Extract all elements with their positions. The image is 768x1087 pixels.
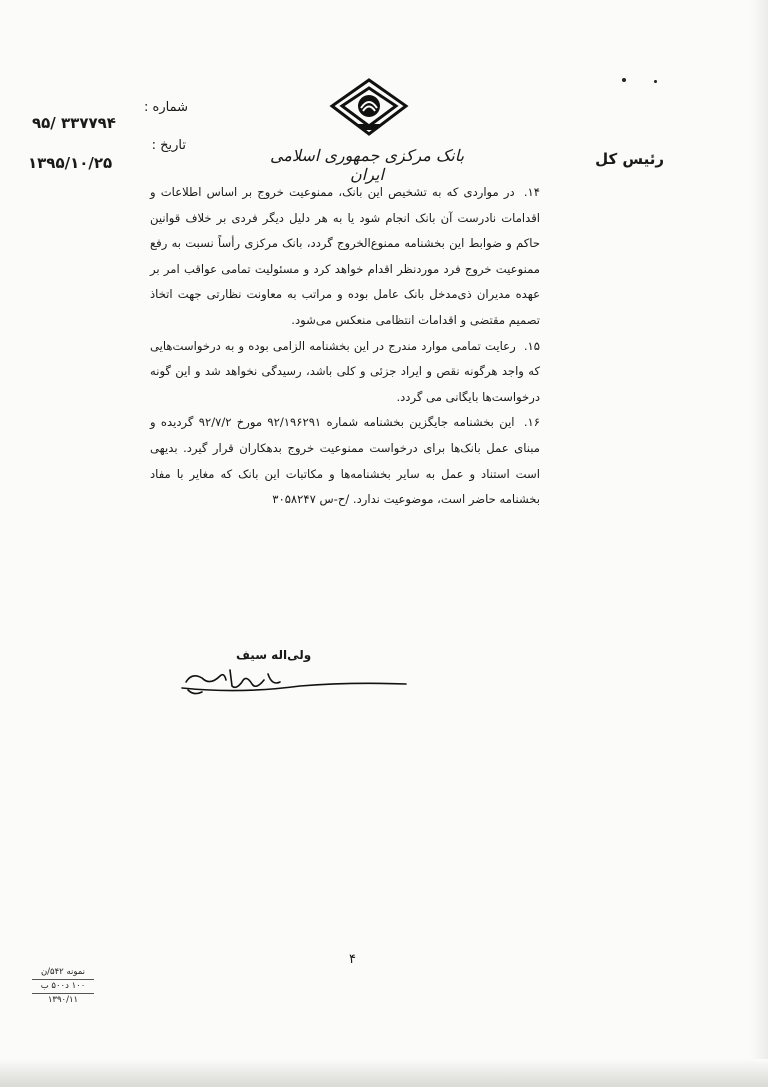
letter-body bbox=[150, 180, 540, 513]
clause-text: این بخشنامه جایگزین بخشنامه شماره ۹۲/۱۹۶۲۹۱ مورخ ۹۲/۷/۲ گردیده و مبنای عمل بانک‌ها برای درخواست ممنوعیت خروج بدهکاران قرار گیرد. بدیهی است استناد و عمل به سایر بخشنامه‌ها و مکاتبات این بانک که مغایر با مفاد بخشنامه حاضر است، موضوعیت ندارد. /ح-س ۳۰۵۸۲۴۷ bbox=[150, 415, 540, 507]
page-edge-right bbox=[750, 0, 768, 1087]
clause-text: رعایت تمامی موارد مندرج در این بخشنامه الزامی بوده و به درخواست‌هایی که واجد هرگونه نقص و ایراد جزئی و کلی باشد، رسیدگی نخواهد شد و این گونه درخواست‌ها بایگانی می گردد. bbox=[150, 338, 540, 404]
clause-number: ۱۴. bbox=[523, 185, 540, 199]
letter-reference-block bbox=[28, 100, 188, 180]
governor-label: رئیس کل bbox=[595, 150, 664, 168]
scan-dot bbox=[654, 80, 657, 83]
page-edge-bottom bbox=[0, 1059, 768, 1087]
scan-dot bbox=[622, 78, 626, 82]
signer-name: ولی‌اله سیف bbox=[236, 648, 312, 662]
form-code-line: ۱۰۰ د۵۰۰ ب bbox=[32, 980, 94, 994]
clause-number: ۱۵. bbox=[523, 338, 541, 353]
form-code-line: ۱۳۹۰/۱۱ bbox=[47, 995, 79, 1005]
clause-15 bbox=[150, 334, 540, 411]
clause-text: در مواردی که به تشخیص این بانک، ممنوعیت خروج بر اساس اطلاعات و اقدامات نادرست آن بانک انجام شود یا به هر دلیل دیگر فردی بر خلاف قوانین حاکم و ضوابط این بخشنامه ممنوع‌الخروج گردد، بانک مرکزی رأساً نسبت به رفع ممنوعیت خروج فرد موردنظر اقدام خواهد کرد و مسئولیت تمامی عواقب امر بر عهده مدیران ذی‌مدخل بانک عامل بوده و مراتب به معاونت نظارتی جهت اتخاذ تصمیم مقتضی و اقدامات انتظامی منعکس می‌شود. bbox=[150, 185, 540, 327]
clause-number: ۱۶. bbox=[523, 415, 541, 430]
handwritten-signature bbox=[180, 660, 410, 700]
form-code-line: نمونه ۵۴۲/ن bbox=[32, 966, 94, 980]
date-label: تاریخ : bbox=[151, 138, 186, 153]
clause-16 bbox=[150, 410, 540, 512]
letter-number: ۹۵/ ۳۳۷۷۹۴ bbox=[32, 114, 116, 132]
page-number: ۴ bbox=[349, 952, 356, 967]
number-label: شماره : bbox=[144, 100, 188, 115]
letter-date: ۱۳۹۵/۱۰/۲۵ bbox=[28, 154, 113, 172]
form-code bbox=[32, 966, 94, 1007]
bank-name: بانک مرکزی جمهوری اسلامی ایران bbox=[269, 146, 465, 184]
central-bank-emblem-icon bbox=[328, 78, 410, 136]
clause-14 bbox=[150, 180, 540, 334]
